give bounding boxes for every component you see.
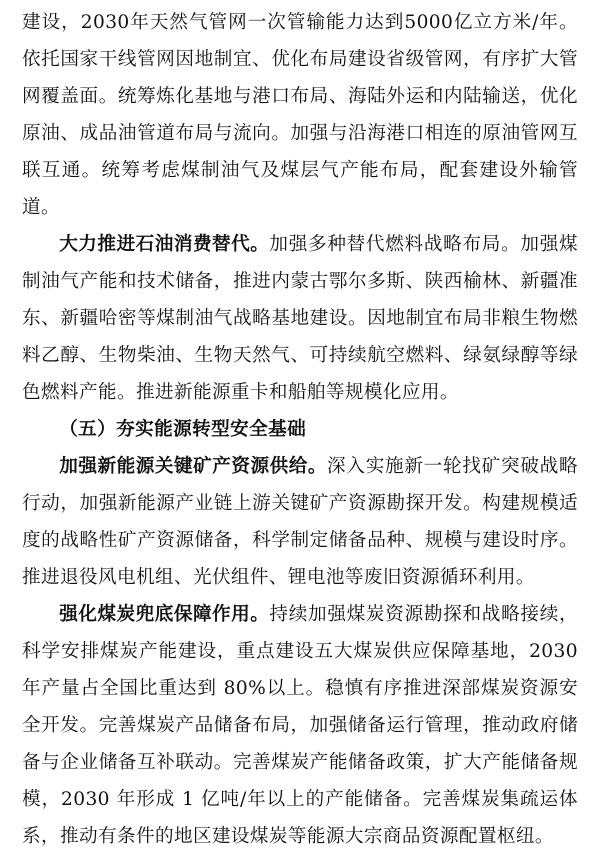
paragraph-lead: 强化煤炭兜底保障作用。 [59,604,270,625]
paragraph-mineral-supply [22,448,578,596]
paragraph-text: 深入实施新一轮找矿突破战略行动，加强新能源产业链上游关键矿产资源勘探开发。构建规模适度的战略性矿产资源储备，科学制定储备品种、规模与建设时序。推进退役风电机组、光伏组件、锂电池等废旧资源循环利用。 [22,456,578,588]
paragraph-lead: 加强新能源关键矿产资源供给。 [59,456,328,477]
paragraph-text: 持续加强煤炭资源勘探和战略接续，科学安排煤炭产能建设，重点建设五大煤炭供应保障基地，2030 年产量占全国比重达到 80%以上。稳慎有序推进深部煤炭资源安全开发。完善煤炭产品储备布局，加强储备运行管理，推动政府储备与企业储备互补联动。完善煤炭产能储备政策，扩大产能储备规模，2030 年形成 1 亿吨/年以上的产能储备。完善煤炭集疏运体系，推动有条件的地区建设煤炭等能源大宗商品资源配置枢纽。 [22,604,579,847]
paragraph-lead: 大力推进石油消费替代。 [59,234,270,255]
paragraph-text: 建设，2030年天然气管网一次管输能力达到5000亿立方米/年。依托国家干线管网因地制宜、优化布局建设省级管网，有序扩大管网覆盖面。统筹炼化基地与港口布局、海陆外运和内陆输送，优化原油、成品油管道布局与流向。加强与沿海港口相连的原油管网互联互通。统筹考虑煤制油气及煤层气产能布局，配套建设外输管道。 [22,12,578,218]
paragraph-oil-substitution [22,226,578,411]
paragraph-text: 加强多种替代燃料战略布局。加强煤制油气产能和技术储备，推进内蒙古鄂尔多斯、陕西榆林、新疆准东、新疆哈密等煤制油气战略基地建设。因地制宜布局非粮生物燃料乙醇、生物柴油、生物天然气、可持续航空燃料、绿氨绿醇等绿色燃料产能。推进新能源重卡和船舶等规模化应用。 [22,234,579,403]
paragraph-gas-pipeline [22,4,578,226]
section-heading: （五）夯实能源转型安全基础 [59,419,307,440]
paragraph-coal-security [22,596,578,855]
